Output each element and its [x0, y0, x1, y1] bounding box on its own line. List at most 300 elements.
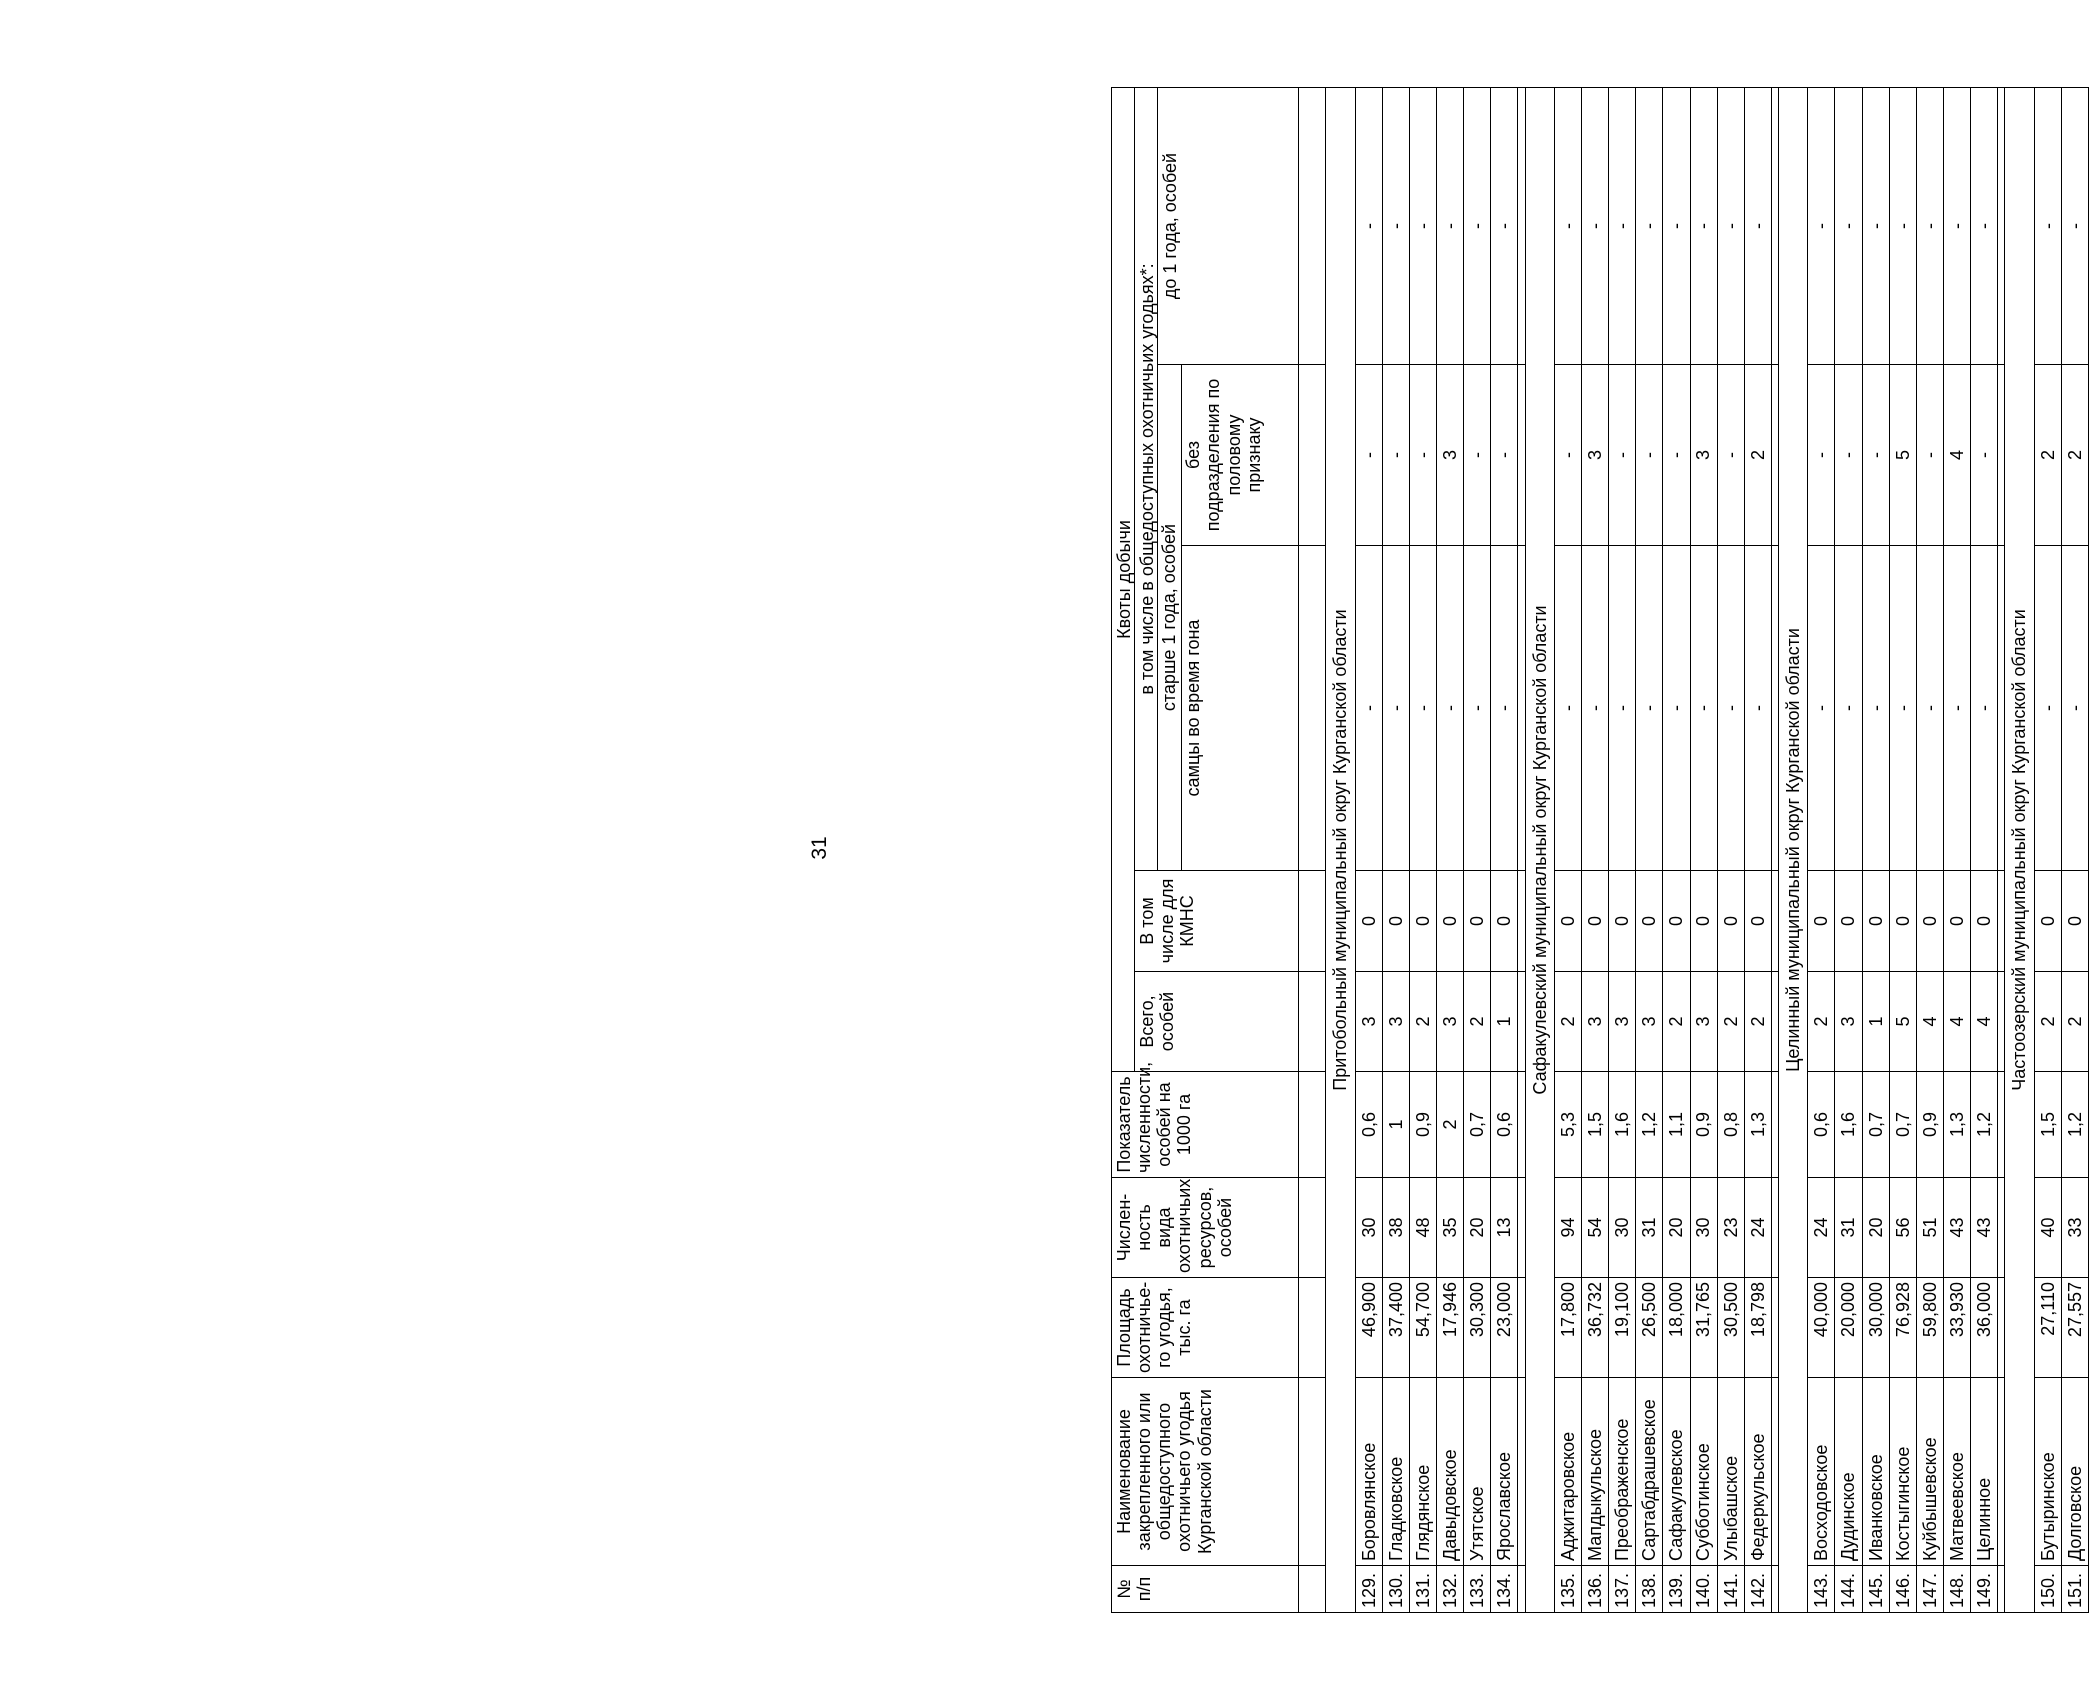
- row-kmns: 0: [1636, 871, 1663, 972]
- row-area: 30,300: [1464, 1278, 1491, 1378]
- row-kmns: 0: [1744, 871, 1771, 972]
- header-total: Всего, особей: [1135, 972, 1299, 1072]
- row-number: 145.: [1862, 1566, 1889, 1613]
- row-population: 54: [1582, 1178, 1609, 1278]
- row-number: 134.: [1491, 1566, 1518, 1613]
- row-density: 2: [1437, 1072, 1464, 1178]
- header-rut-males: самцы во время гона: [1182, 545, 1298, 870]
- row-population: 30: [1690, 1178, 1717, 1278]
- group-header-row: [1326, 87, 1355, 1612]
- row-kmns: 0: [1690, 871, 1717, 972]
- row-under1: -: [2061, 87, 2088, 364]
- row-under1: -: [1437, 87, 1464, 364]
- row-total: 3: [1355, 972, 1382, 1072]
- row-kmns: 0: [1355, 871, 1382, 972]
- table-row: [1491, 87, 1518, 1612]
- row-area: 46,900: [1355, 1278, 1382, 1378]
- table-row: [1835, 87, 1862, 1612]
- row-total: 3: [1690, 972, 1717, 1072]
- row-kmns: 0: [1663, 871, 1690, 972]
- row-area: 17,800: [1554, 1278, 1581, 1378]
- row-kmns: 0: [2034, 871, 2061, 972]
- row-density: 1,3: [1943, 1072, 1970, 1178]
- row-area: 37,400: [1382, 1278, 1409, 1378]
- row-under1: -: [1835, 87, 1862, 364]
- table-row: [2061, 87, 2088, 1612]
- row-under1: -: [1663, 87, 1690, 364]
- group-header-row: [1778, 87, 1807, 1612]
- row-name: Куйбышевское: [1916, 1378, 1943, 1566]
- row-density: 0,9: [1410, 1072, 1437, 1178]
- table-row: [1582, 87, 1609, 1612]
- row-area: 17,946: [1437, 1278, 1464, 1378]
- row-name: Иванковское: [1862, 1378, 1889, 1566]
- row-under1: -: [2034, 87, 2061, 364]
- row-area: 30,500: [1717, 1278, 1744, 1378]
- header-name: Наименование закрепленного или общедоступного охотничьего угодья Курганской области: [1112, 1378, 1299, 1566]
- row-total: 2: [1554, 972, 1581, 1072]
- row-rut-males: -: [1835, 546, 1862, 871]
- row-kmns: 0: [1717, 871, 1744, 972]
- row-population: 48: [1410, 1178, 1437, 1278]
- row-name: Улыбашское: [1717, 1378, 1744, 1566]
- row-rut-males: -: [2061, 546, 2088, 871]
- spacer-cell: [1518, 1178, 1525, 1278]
- row-area: 18,000: [1663, 1278, 1690, 1378]
- spacer-cell: [1998, 546, 2005, 871]
- row-under1: -: [1889, 87, 1916, 364]
- row-under1: -: [1355, 87, 1382, 364]
- row-number: 141.: [1717, 1566, 1744, 1613]
- row-area: 33,930: [1943, 1278, 1970, 1378]
- row-under1: -: [1943, 87, 1970, 364]
- row-rut-males: -: [1437, 546, 1464, 871]
- row-area: 23,000: [1491, 1278, 1518, 1378]
- row-no-sex: 3: [1437, 365, 1464, 546]
- table-row: [1464, 87, 1491, 1612]
- page-number: 31: [808, 836, 831, 860]
- header-older-group: [1158, 365, 1299, 871]
- row-name: Дудинское: [1835, 1378, 1862, 1566]
- spacer-cell: [1998, 365, 2005, 546]
- row-population: 24: [1808, 1178, 1835, 1278]
- group-title: Сафакулевский муниципальный округ Курганской области: [1525, 87, 1554, 1612]
- row-name: Ярославское: [1491, 1378, 1518, 1566]
- row-population: 51: [1916, 1178, 1943, 1278]
- row-population: 31: [1636, 1178, 1663, 1278]
- row-name: Бутыринское: [2034, 1378, 2061, 1566]
- row-under1: -: [1410, 87, 1437, 364]
- row-number: 129.: [1355, 1566, 1382, 1613]
- group-header-row: [1525, 87, 1554, 1612]
- row-number: 137.: [1609, 1566, 1636, 1613]
- row-number: 139.: [1663, 1566, 1690, 1613]
- row-total: 2: [1717, 972, 1744, 1072]
- spacer-cell: [1518, 1378, 1525, 1566]
- row-rut-males: -: [1943, 546, 1970, 871]
- row-number: 131.: [1410, 1566, 1437, 1613]
- row-no-sex: -: [1862, 365, 1889, 546]
- row-area: 59,800: [1916, 1278, 1943, 1378]
- row-population: 56: [1889, 1178, 1916, 1278]
- row-area: 36,000: [1971, 1278, 1998, 1378]
- header-empty-row: [1299, 87, 1326, 1612]
- row-number: 146.: [1889, 1566, 1916, 1613]
- row-number: 136.: [1582, 1566, 1609, 1613]
- row-density: 0,7: [1889, 1072, 1916, 1178]
- group-title: Притобольный муниципальный округ Курганской области: [1326, 87, 1355, 1612]
- row-no-sex: -: [1835, 365, 1862, 546]
- row-population: 38: [1382, 1178, 1409, 1278]
- row-kmns: 0: [1410, 871, 1437, 972]
- row-population: 43: [1943, 1178, 1970, 1278]
- row-density: 1,1: [1663, 1072, 1690, 1178]
- row-population: 20: [1663, 1178, 1690, 1278]
- row-name: Федеркульское: [1744, 1378, 1771, 1566]
- table-row: [1355, 87, 1382, 1612]
- row-density: 0,9: [1916, 1072, 1943, 1178]
- row-total: 4: [1916, 972, 1943, 1072]
- spacer-cell: [1518, 1072, 1525, 1178]
- spacer-cell: [1998, 1178, 2005, 1278]
- row-density: 1,6: [1835, 1072, 1862, 1178]
- row-no-sex: -: [1355, 365, 1382, 546]
- row-no-sex: -: [1663, 365, 1690, 546]
- row-kmns: 0: [1382, 871, 1409, 972]
- header-population: Числен-ность вида охотничьих ресурсов, особей: [1112, 1178, 1299, 1278]
- row-number: 143.: [1808, 1566, 1835, 1613]
- row-kmns: 0: [1971, 871, 1998, 972]
- row-number: 133.: [1464, 1566, 1491, 1613]
- row-total: 3: [1582, 972, 1609, 1072]
- row-kmns: 0: [1889, 871, 1916, 972]
- row-rut-males: -: [1808, 546, 1835, 871]
- row-no-sex: 3: [1582, 365, 1609, 546]
- spacer-cell: [1771, 1278, 1778, 1378]
- row-total: 5: [1889, 972, 1916, 1072]
- row-area: 36,732: [1582, 1278, 1609, 1378]
- row-under1: -: [1808, 87, 1835, 364]
- spacer-cell: [1771, 871, 1778, 972]
- row-name: Утятское: [1464, 1378, 1491, 1566]
- table-row: [1943, 87, 1970, 1612]
- row-kmns: 0: [2061, 871, 2088, 972]
- row-rut-males: -: [1717, 546, 1744, 871]
- row-name: Боровлянское: [1355, 1378, 1382, 1566]
- row-population: 94: [1554, 1178, 1581, 1278]
- row-population: 43: [1971, 1178, 1998, 1278]
- row-name: Костыгинское: [1889, 1378, 1916, 1566]
- row-under1: -: [1382, 87, 1409, 364]
- row-name: Сартабдрашевское: [1636, 1378, 1663, 1566]
- row-rut-males: -: [1744, 546, 1771, 871]
- row-area: 26,500: [1636, 1278, 1663, 1378]
- group-title: Целинный муниципальный округ Курганской области: [1778, 87, 1807, 1612]
- spacer-cell: [1771, 972, 1778, 1072]
- row-name: Гладковское: [1382, 1378, 1409, 1566]
- row-population: 40: [2034, 1178, 2061, 1278]
- row-kmns: 0: [1835, 871, 1862, 972]
- row-no-sex: -: [1491, 365, 1518, 546]
- row-under1: -: [1717, 87, 1744, 364]
- row-number: 144.: [1835, 1566, 1862, 1613]
- row-area: 76,928: [1889, 1278, 1916, 1378]
- table-row: [1916, 87, 1943, 1612]
- row-rut-males: -: [1609, 546, 1636, 871]
- row-no-sex: -: [1609, 365, 1636, 546]
- row-no-sex: -: [1808, 365, 1835, 546]
- row-under1: -: [1464, 87, 1491, 364]
- row-number: 151.: [2061, 1566, 2088, 1613]
- row-under1: -: [1690, 87, 1717, 364]
- row-area: 31,765: [1690, 1278, 1717, 1378]
- row-total: 4: [1943, 972, 1970, 1072]
- row-rut-males: -: [1464, 546, 1491, 871]
- table-row: [1690, 87, 1717, 1612]
- row-density: 1,5: [2034, 1072, 2061, 1178]
- header-under1: до 1 года, особей: [1158, 87, 1299, 364]
- row-total: 3: [1382, 972, 1409, 1072]
- row-under1: -: [1862, 87, 1889, 364]
- row-density: 0,6: [1491, 1072, 1518, 1178]
- spacer-cell: [1998, 87, 2005, 364]
- table-row: [1609, 87, 1636, 1612]
- row-area: 19,100: [1609, 1278, 1636, 1378]
- spacer-cell: [1518, 365, 1525, 546]
- row-number: 148.: [1943, 1566, 1970, 1613]
- row-name: Субботинское: [1690, 1378, 1717, 1566]
- row-kmns: 0: [1862, 871, 1889, 972]
- row-population: 30: [1355, 1178, 1382, 1278]
- row-name: Преображенское: [1609, 1378, 1636, 1566]
- spacer-cell: [1518, 87, 1525, 364]
- row-population: 13: [1491, 1178, 1518, 1278]
- row-rut-males: -: [2034, 546, 2061, 871]
- row-rut-males: -: [1636, 546, 1663, 871]
- row-no-sex: -: [1464, 365, 1491, 546]
- row-rut-males: -: [1582, 546, 1609, 871]
- row-rut-males: -: [1491, 546, 1518, 871]
- spacer-cell: [1771, 1072, 1778, 1178]
- table-header: [1112, 87, 1326, 1612]
- row-population: 33: [2061, 1178, 2088, 1278]
- row-total: 3: [1835, 972, 1862, 1072]
- table-row: [1382, 87, 1409, 1612]
- spacer-cell: [1998, 1566, 2005, 1613]
- row-area: 20,000: [1835, 1278, 1862, 1378]
- row-population: 24: [1744, 1178, 1771, 1278]
- spacer-cell: [1771, 1566, 1778, 1613]
- header-no-sex: без подразделения по половому признаку: [1183, 378, 1264, 532]
- row-population: 23: [1717, 1178, 1744, 1278]
- spacer-cell: [1771, 365, 1778, 546]
- row-no-sex: 5: [1889, 365, 1916, 546]
- row-total: 2: [2034, 972, 2061, 1072]
- row-population: 20: [1862, 1178, 1889, 1278]
- row-density: 0,9: [1690, 1072, 1717, 1178]
- row-under1: -: [1971, 87, 1998, 364]
- row-population: 30: [1609, 1178, 1636, 1278]
- row-no-sex: 2: [1744, 365, 1771, 546]
- row-name: Восходовское: [1808, 1378, 1835, 1566]
- row-population: 20: [1464, 1178, 1491, 1278]
- row-kmns: 0: [1491, 871, 1518, 972]
- group-spacer-row: [1771, 87, 1778, 1612]
- row-rut-males: -: [1382, 546, 1409, 871]
- row-number: 147.: [1916, 1566, 1943, 1613]
- row-rut-males: -: [1355, 546, 1382, 871]
- header-quota-title: Квоты добычи: [1112, 87, 1135, 1071]
- header-kmns: В том числе для КМНС: [1135, 871, 1299, 972]
- spacer-cell: [1998, 1378, 2005, 1566]
- row-kmns: 0: [1808, 871, 1835, 972]
- row-under1: -: [1554, 87, 1581, 364]
- row-rut-males: -: [1862, 546, 1889, 871]
- row-density: 0,6: [1355, 1072, 1382, 1178]
- row-total: 2: [1410, 972, 1437, 1072]
- row-density: 1,2: [1971, 1072, 1998, 1178]
- table-row: [1636, 87, 1663, 1612]
- row-name: Глядянское: [1410, 1378, 1437, 1566]
- row-kmns: 0: [1609, 871, 1636, 972]
- row-total: 1: [1491, 972, 1518, 1072]
- table-row: [1410, 87, 1437, 1612]
- row-density: 0,7: [1862, 1072, 1889, 1178]
- row-population: 35: [1437, 1178, 1464, 1278]
- row-kmns: 0: [1554, 871, 1581, 972]
- spacer-cell: [1998, 1278, 2005, 1378]
- row-no-sex: 3: [1690, 365, 1717, 546]
- row-total: 1: [1862, 972, 1889, 1072]
- table-row: [2034, 87, 2061, 1612]
- row-no-sex: 2: [2061, 365, 2088, 546]
- header-num: № п/п: [1112, 1566, 1299, 1613]
- row-area: 54,700: [1410, 1278, 1437, 1378]
- table-row: [1808, 87, 1835, 1612]
- row-density: 1,2: [1636, 1072, 1663, 1178]
- group-spacer-row: [1998, 87, 2005, 1612]
- row-density: 0,6: [1808, 1072, 1835, 1178]
- group-title: Частоозерский муниципальный округ Курганской области: [2005, 87, 2034, 1612]
- row-density: 1,5: [1582, 1072, 1609, 1178]
- table-row: [1744, 87, 1771, 1612]
- row-rut-males: -: [1916, 546, 1943, 871]
- row-density: 1,2: [2061, 1072, 2088, 1178]
- row-total: 4: [1971, 972, 1998, 1072]
- row-total: 3: [1437, 972, 1464, 1072]
- row-no-sex: -: [1636, 365, 1663, 546]
- row-total: 3: [1636, 972, 1663, 1072]
- table-row: [1437, 87, 1464, 1612]
- row-total: 3: [1609, 972, 1636, 1072]
- row-under1: -: [1744, 87, 1771, 364]
- row-no-sex: -: [1971, 365, 1998, 546]
- row-total: 2: [2061, 972, 2088, 1072]
- row-kmns: 0: [1943, 871, 1970, 972]
- row-name: Сафакулевское: [1663, 1378, 1690, 1566]
- group-spacer-row: [1518, 87, 1525, 1612]
- table-row: [1554, 87, 1581, 1612]
- row-no-sex: 2: [2034, 365, 2061, 546]
- row-area: 27,110: [2034, 1278, 2061, 1378]
- row-under1: -: [1582, 87, 1609, 364]
- row-population: 31: [1835, 1178, 1862, 1278]
- row-under1: -: [1609, 87, 1636, 364]
- row-density: 5,3: [1554, 1072, 1581, 1178]
- row-no-sex: -: [1916, 365, 1943, 546]
- row-total: 2: [1744, 972, 1771, 1072]
- row-name: Мапдыкульское: [1582, 1378, 1609, 1566]
- header-density: Показатель численности, особей на 1000 га: [1112, 1072, 1299, 1178]
- row-no-sex: -: [1410, 365, 1437, 546]
- row-area: 30,000: [1862, 1278, 1889, 1378]
- row-rut-males: -: [1971, 546, 1998, 871]
- row-total: 2: [1808, 972, 1835, 1072]
- row-number: 150.: [2034, 1566, 2061, 1613]
- header-public: в том числе в общедоступных охотничьих угодьях*:: [1135, 87, 1158, 870]
- row-number: 149.: [1971, 1566, 1998, 1613]
- row-number: 132.: [1437, 1566, 1464, 1613]
- row-area: 40,000: [1808, 1278, 1835, 1378]
- row-no-sex: -: [1554, 365, 1581, 546]
- table-row: [1862, 87, 1889, 1612]
- row-kmns: 0: [1916, 871, 1943, 972]
- row-name: Целинное: [1971, 1378, 1998, 1566]
- row-kmns: 0: [1582, 871, 1609, 972]
- spacer-cell: [1518, 1278, 1525, 1378]
- row-number: 140.: [1690, 1566, 1717, 1613]
- table-row: [1889, 87, 1916, 1612]
- spacer-cell: [1518, 972, 1525, 1072]
- group-header-row: [2005, 87, 2034, 1612]
- row-under1: -: [1916, 87, 1943, 364]
- row-under1: -: [1636, 87, 1663, 364]
- row-area: 27,557: [2061, 1278, 2088, 1378]
- row-no-sex: -: [1382, 365, 1409, 546]
- row-area: 18,798: [1744, 1278, 1771, 1378]
- row-total: 2: [1464, 972, 1491, 1072]
- row-density: 1: [1382, 1072, 1409, 1178]
- rotated-table-wrapper: [1111, 88, 2089, 1613]
- spacer-cell: [1518, 1566, 1525, 1613]
- row-name: Давыдовское: [1437, 1378, 1464, 1566]
- quota-table: [1111, 87, 2089, 1613]
- header-area: Площадь охотничье-го угодья, тыс. га: [1112, 1278, 1299, 1378]
- row-density: 0,8: [1717, 1072, 1744, 1178]
- spacer-cell: [1998, 972, 2005, 1072]
- row-number: 138.: [1636, 1566, 1663, 1613]
- table-row: [1717, 87, 1744, 1612]
- row-rut-males: -: [1410, 546, 1437, 871]
- row-rut-males: -: [1889, 546, 1916, 871]
- spacer-cell: [1771, 87, 1778, 364]
- row-kmns: 0: [1437, 871, 1464, 972]
- row-total: 2: [1663, 972, 1690, 1072]
- row-density: 1,3: [1744, 1072, 1771, 1178]
- table-row: [1971, 87, 1998, 1612]
- spacer-cell: [1998, 871, 2005, 972]
- row-rut-males: -: [1554, 546, 1581, 871]
- row-number: 130.: [1382, 1566, 1409, 1613]
- row-density: 0,7: [1464, 1072, 1491, 1178]
- row-rut-males: -: [1690, 546, 1717, 871]
- row-kmns: 0: [1464, 871, 1491, 972]
- row-number: 135.: [1554, 1566, 1581, 1613]
- header-older: старше 1 года, особей: [1158, 365, 1182, 870]
- row-no-sex: -: [1717, 365, 1744, 546]
- spacer-cell: [1771, 1378, 1778, 1566]
- table-row: [1663, 87, 1690, 1612]
